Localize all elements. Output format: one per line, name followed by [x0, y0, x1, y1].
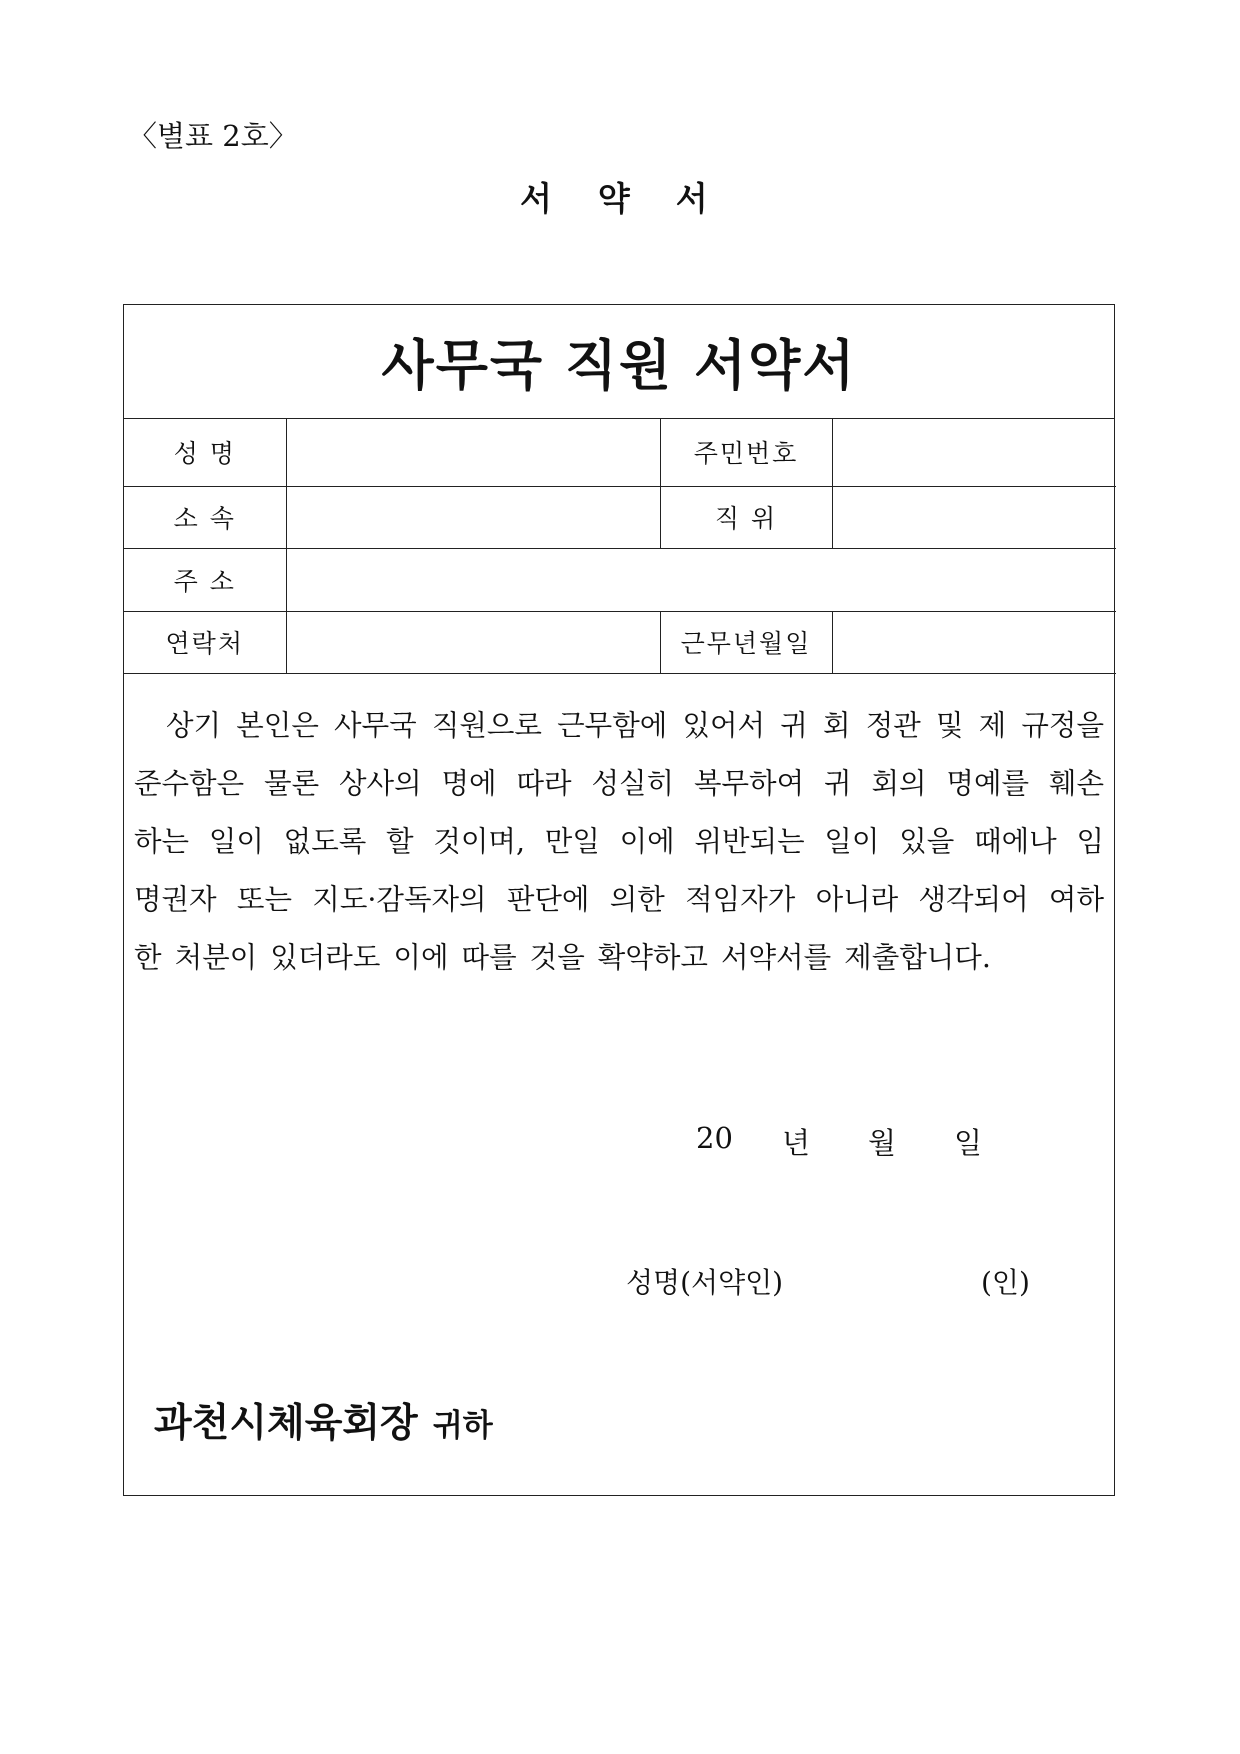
- pledge-statement: [134, 697, 1104, 987]
- contact-field[interactable]: [286, 611, 660, 673]
- table-row: [124, 419, 1116, 486]
- document-heading: 서약서: [520, 179, 754, 218]
- date-year-unit: 년: [782, 1126, 811, 1160]
- address-field[interactable]: [286, 548, 1116, 611]
- address-label: 주 소: [124, 548, 286, 611]
- employment-date-label: 근무년월일: [660, 611, 832, 673]
- position-label: 직 위: [660, 486, 832, 548]
- date-day-unit: 일: [954, 1126, 983, 1160]
- addressee: [154, 1392, 493, 1448]
- affiliation-label: 소 속: [124, 486, 286, 548]
- form-title: 사무국 직원 서약서: [124, 305, 1114, 419]
- resident-number-label: 주민번호: [660, 419, 832, 486]
- table-row: [124, 486, 1116, 548]
- date-line: [696, 1121, 982, 1162]
- date-year-prefix: 20: [696, 1121, 733, 1155]
- pledge-line: 준수함은 물론 상사의 명에 따라 성실히 복무하여 귀 회의 명예를 훼손: [134, 767, 1104, 800]
- pledge-line: 명권자 또는 지도·감독자의 판단에 의한 적임자가 아니라 생각되어 여하: [134, 883, 1104, 916]
- annex-label: 〈별표 2호〉: [128, 119, 298, 153]
- name-field[interactable]: [286, 419, 660, 486]
- table-row: [124, 611, 1116, 673]
- pledge-form: [123, 304, 1115, 1496]
- affiliation-field[interactable]: [286, 486, 660, 548]
- seal-mark: (인): [981, 1266, 1030, 1299]
- table-row: [124, 548, 1116, 611]
- pledge-line: 하는 일이 없도록 할 것이며, 만일 이에 위반되는 일이 있을 때에나 임: [134, 825, 1104, 858]
- personal-info-table: [124, 419, 1116, 674]
- signatory-label: 성명(서약인): [626, 1266, 784, 1299]
- resident-number-field[interactable]: [832, 419, 1116, 486]
- position-field[interactable]: [832, 486, 1116, 548]
- contact-label: 연락처: [124, 611, 286, 673]
- pledge-line: 한 처분이 있더라도 이에 따를 것을 확약하고 서약서를 제출합니다.: [134, 941, 991, 974]
- name-label: 성 명: [124, 419, 286, 486]
- addressee-honorific: 귀하: [432, 1408, 493, 1444]
- addressee-org: 과천시체육회장: [154, 1400, 418, 1446]
- employment-date-field[interactable]: [832, 611, 1116, 673]
- date-month-unit: 월: [868, 1126, 897, 1160]
- pledge-line: 상기 본인은 사무국 직원으로 근무함에 있어서 귀 회 정관 및 제 규정을: [166, 709, 1104, 742]
